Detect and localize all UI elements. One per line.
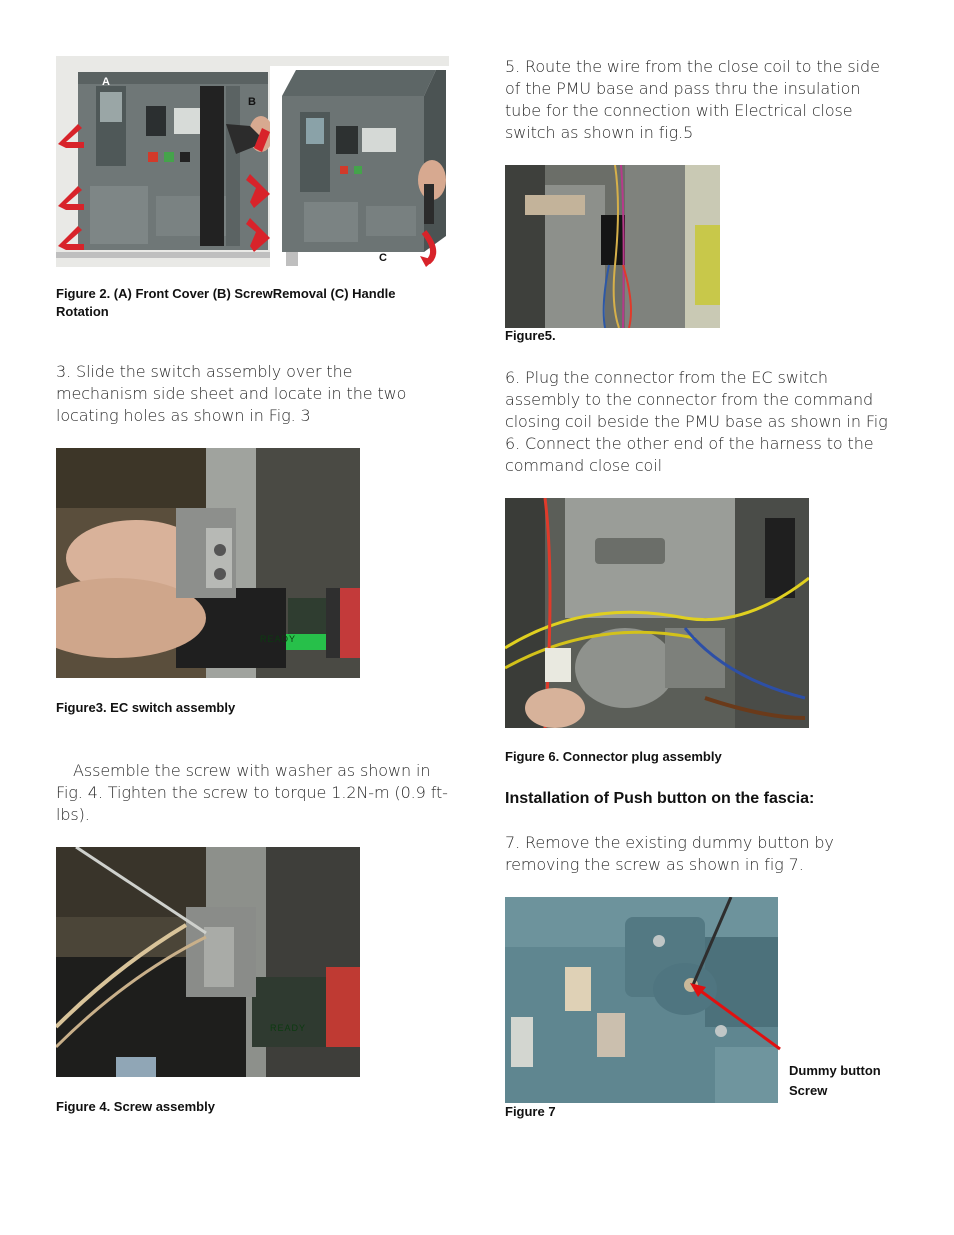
figure-2-label-b: B	[248, 96, 256, 108]
figure-3-photo	[56, 448, 360, 678]
figure-7-caption: Figure 7	[505, 1104, 556, 1119]
figure-3-caption: Figure3. EC switch assembly	[56, 700, 236, 715]
figure-7-callout: Dummy button Screw	[789, 1063, 881, 1098]
figure-5-caption: Figure5.	[505, 328, 556, 343]
figure-4-caption: Figure 4. Screw assembly	[56, 1099, 215, 1114]
figure-5-photo	[505, 165, 720, 328]
figure-4-ready-label: READY	[270, 1023, 307, 1033]
step-7-text: 7. Remove the existing dummy button by removing the screw as shown in fig 7.	[505, 833, 834, 874]
section-heading: Installation of Push button on the fascia:	[505, 790, 815, 807]
figure-4-photo	[56, 847, 360, 1077]
figure-2-label-a: A	[102, 76, 110, 88]
figure-6-photo	[505, 498, 809, 728]
figure-2-label-c: C	[379, 252, 387, 264]
figure-6-caption: Figure 6. Connector plug assembly	[505, 749, 722, 764]
step-5-text: 5. Route the wire from the close coil to the side of the PMU base and pass thru the insulation tube for the connection with Electrical close switch as shown in fig.5	[505, 57, 880, 142]
step-4-text: Assemble the screw with washer as shown in Fig. 4. Tighten the screw to torque 1.2N-m (0.9 ft-lbs).	[56, 761, 448, 824]
figure-3-ready-label: READY	[260, 634, 297, 644]
figure-2-caption: Figure 2. (A) Front Cover (B) ScrewRemoval (C) Handle Rotation	[56, 286, 396, 319]
step-3-text: 3. Slide the switch assembly over the mechanism side sheet and locate in the two locating holes as shown in Fig. 3	[56, 362, 407, 425]
step-6-text: 6. Plug the connector from the EC switch assembly to the connector from the command closing coil beside the PMU base as shown in Fig 6. Connect the other end of the harness to the command close coil	[505, 368, 888, 475]
callout-arrow	[680, 975, 790, 1055]
figure-2-photo	[56, 56, 449, 267]
